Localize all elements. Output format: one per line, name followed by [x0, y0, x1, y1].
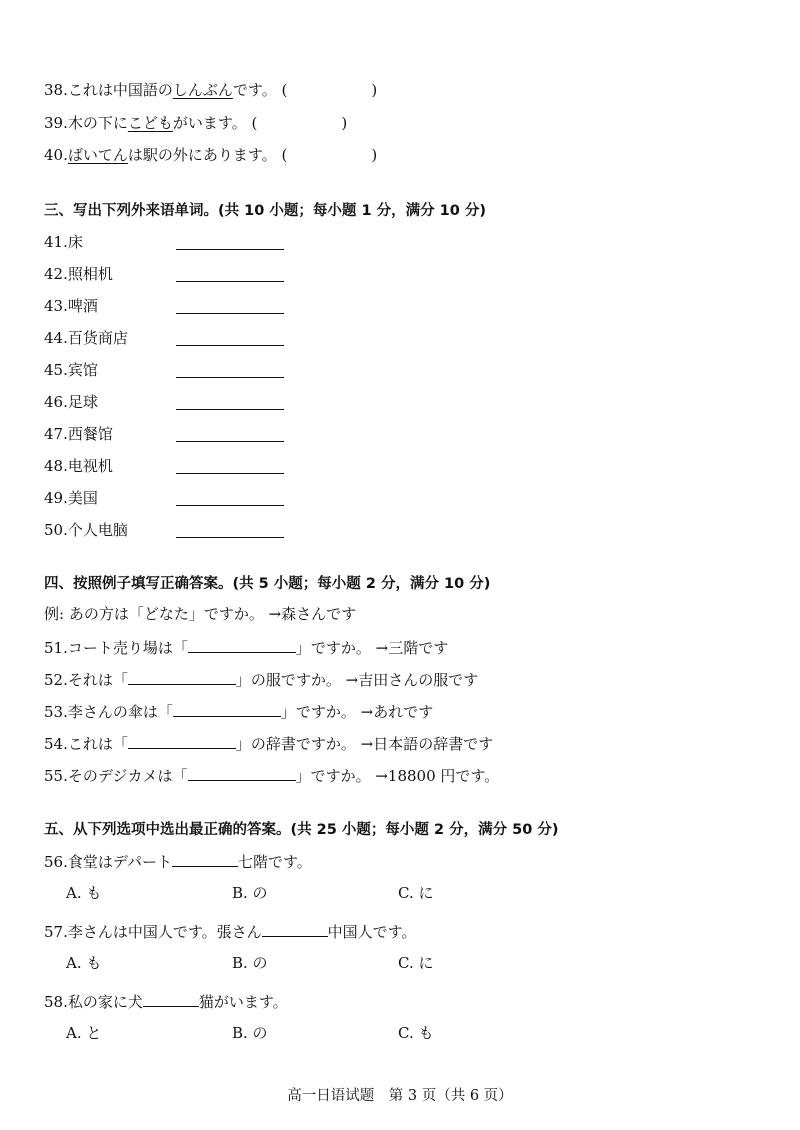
- question-50: 50.个人电脑: [44, 521, 128, 539]
- answer-blank-58: [143, 990, 199, 1007]
- option-57-b[interactable]: B. の: [232, 954, 268, 972]
- section-5-heading: 五、从下列选项中选出最正确的答案。(共 25 小题；每小题 2 分，满分 50 分): [44, 822, 559, 838]
- question-38: 38.これは中国語のしんぶんです。 ( ): [44, 81, 378, 99]
- question-52: 52.それは「 」の服ですか。 →吉田さんの服です: [44, 668, 478, 690]
- question-48: 48.电视机: [44, 457, 113, 475]
- answer-blank-44[interactable]: [176, 345, 284, 346]
- question-47: 47.西餐馆: [44, 425, 113, 443]
- question-46: 46.足球: [44, 393, 98, 411]
- question-40: 40.ばいてんは駅の外にあります。 ( ): [44, 146, 378, 164]
- answer-blank-47[interactable]: [176, 441, 284, 442]
- option-57-a[interactable]: A. も: [66, 954, 102, 972]
- answer-blank-45[interactable]: [176, 377, 284, 378]
- answer-blank-46[interactable]: [176, 409, 284, 410]
- answer-blank-54[interactable]: [128, 732, 236, 749]
- question-55: 55.そのデジカメは「 」ですか。 →18800 円です。: [44, 764, 499, 786]
- question-42: 42.照相机: [44, 265, 113, 283]
- answer-blank-51[interactable]: [188, 636, 296, 653]
- question-53: 53.李さんの傘は「 」ですか。 →あれです: [44, 700, 433, 722]
- answer-blank-55[interactable]: [188, 764, 296, 781]
- option-56-b[interactable]: B. の: [232, 884, 268, 902]
- option-58-a[interactable]: A. と: [66, 1024, 102, 1042]
- answer-blank-57: [262, 920, 328, 937]
- answer-blank-49[interactable]: [176, 505, 284, 506]
- option-57-c[interactable]: C. に: [398, 954, 434, 972]
- option-56-c[interactable]: C. に: [398, 884, 434, 902]
- section-3-heading: 三、写出下列外来语单词。(共 10 小题；每小题 1 分，满分 10 分): [44, 203, 486, 219]
- question-45: 45.宾馆: [44, 361, 98, 379]
- question-49: 49.美国: [44, 489, 98, 507]
- answer-blank-50[interactable]: [176, 537, 284, 538]
- option-58-c[interactable]: C. も: [398, 1024, 434, 1042]
- page-footer: 高一日语试题 第 3 页（共 6 页）: [287, 1088, 513, 1104]
- answer-blank-41[interactable]: [176, 249, 284, 250]
- question-41: 41.床: [44, 233, 83, 251]
- question-57: 57.李さんは中国人です。張さん 中国人です。: [44, 920, 416, 942]
- question-54: 54.これは「 」の辞書ですか。 →日本語の辞書です: [44, 732, 493, 754]
- question-39: 39.木の下にこどもがいます。 ( ): [44, 114, 348, 132]
- section-4-heading: 四、按照例子填写正确答案。(共 5 小题；每小题 2 分，满分 10 分): [44, 576, 491, 592]
- question-58: 58.私の家に犬 猫がいます。: [44, 990, 288, 1012]
- question-56: 56.食堂はデパート 七階です。: [44, 850, 312, 872]
- option-56-a[interactable]: A. も: [66, 884, 102, 902]
- answer-blank-56: [172, 850, 238, 867]
- example-line: 例: あの方は「どなた」ですか。 →森さんです: [44, 605, 357, 623]
- option-58-b[interactable]: B. の: [232, 1024, 268, 1042]
- question-44: 44.百货商店: [44, 329, 128, 347]
- answer-blank-53[interactable]: [173, 700, 281, 717]
- question-51: 51.コート売り場は「 」ですか。 →三階です: [44, 636, 448, 658]
- question-43: 43.啤酒: [44, 297, 98, 315]
- answer-blank-48[interactable]: [176, 473, 284, 474]
- answer-blank-52[interactable]: [128, 668, 236, 685]
- answer-blank-42[interactable]: [176, 281, 284, 282]
- answer-blank-43[interactable]: [176, 313, 284, 314]
